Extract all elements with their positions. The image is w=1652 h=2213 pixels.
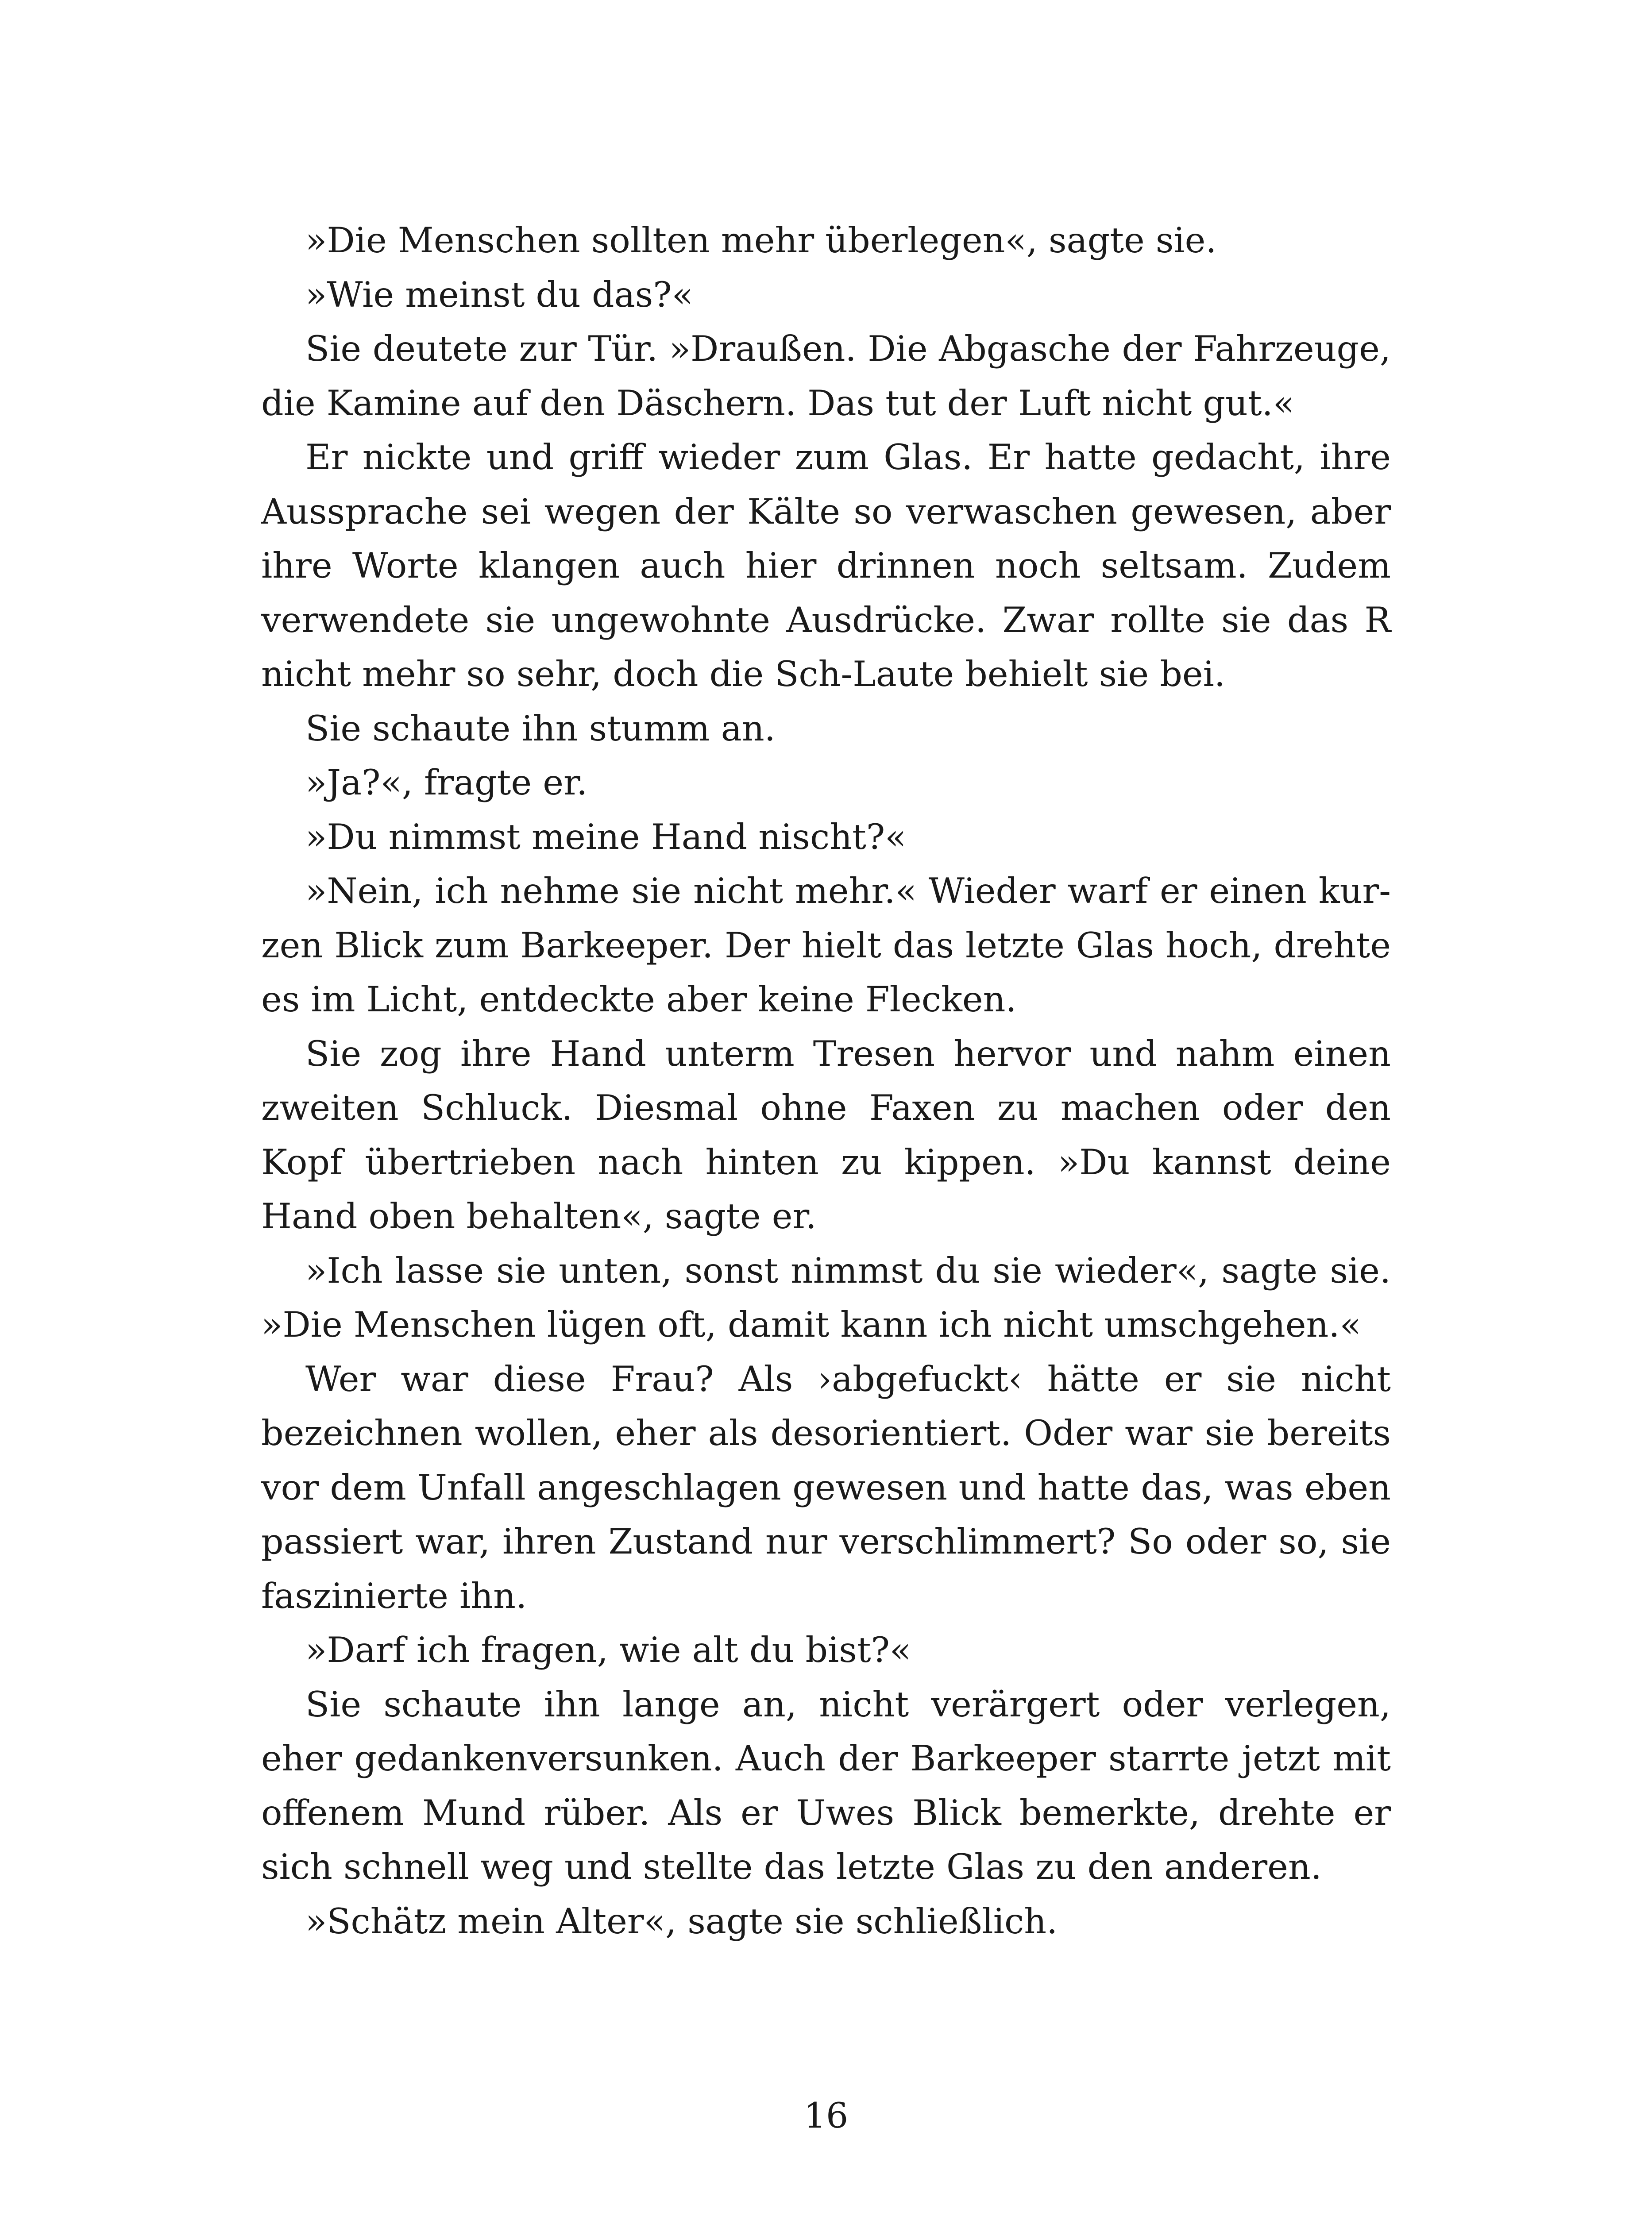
paragraph: »Nein, ich nehme sie nicht mehr.« Wieder warf er einen kurzen Blick zum Barkeeper. Der hielt das letzte Glas hoch, drehte es im Licht, entdeckte aber keine Flecken. [261, 871, 1391, 1020]
paragraph: »Du nimmst meine Hand nischt?« [305, 816, 907, 857]
paragraph: »Die Menschen sollten mehr überlegen«, sagte sie. [305, 220, 1217, 261]
paragraph: Wer war diese Frau? Als ›abgefuckt‹ hätte er sie nicht bezeichnen wollen, eher als desorientiert. Oder war sie bereits vor dem Unfall angeschlagen gewesen und hatte das, was eben passiert war, ihren Zustand nur verschlimmert? So oder so, sie faszinierte ihn. [261, 1358, 1391, 1616]
body-text [261, 213, 1391, 1948]
page-number: 16 [803, 2095, 849, 2136]
paragraph: »Darf ich fragen, wie alt du bist?« [305, 1630, 911, 1670]
paragraph: Sie schaute ihn lange an, nicht verärgert oder verlegen, eher gedankenversunken. Auch der Barkeeper starrte jetzt mit offenem Mund rüber. Als er Uwes Blick bemerkte, drehte er sich schnell weg und stellte das letzte Glas zu den anderen. [261, 1684, 1391, 1887]
paragraph: Sie schaute ihn stumm an. [305, 708, 776, 749]
paragraph: »Schätz mein Alter«, sagte sie schließlich. [305, 1901, 1058, 1942]
paragraph: Sie deutete zur Tür. »Draußen. Die Abgasche der Fahrzeuge, die Kamine auf den Däschern. Das tut der Luft nicht gut.« [261, 328, 1391, 424]
paragraph: Sie zog ihre Hand unterm Tresen hervor und nahm einen zweiten Schluck. Diesmal ohne Faxen zu machen oder den Kopf übertrieben nach hinten zu kippen. »Du kannst deine Hand oben behalten«, sagte er. [261, 1033, 1391, 1237]
paragraph: »Ich lasse sie unten, sonst nimmst du sie wieder«, sagte sie. »Die Menschen lügen oft, damit kann ich nicht umschgehen.« [261, 1250, 1391, 1345]
paragraph: »Ja?«, fragte er. [305, 762, 588, 803]
paragraph: »Wie meinst du das?« [305, 274, 693, 315]
paragraph: Er nickte und griff wieder zum Glas. Er hatte gedacht, ihre Aussprache sei wegen der Kälte so verwaschen gewesen, aber ihre Worte klangen auch hier drinnen noch seltsam. Zudem verwendete sie ungewohnte Ausdrücke. Zwar rollte sie das R nicht mehr so sehr, doch die Sch-Laute behielt sie bei. [261, 437, 1391, 694]
